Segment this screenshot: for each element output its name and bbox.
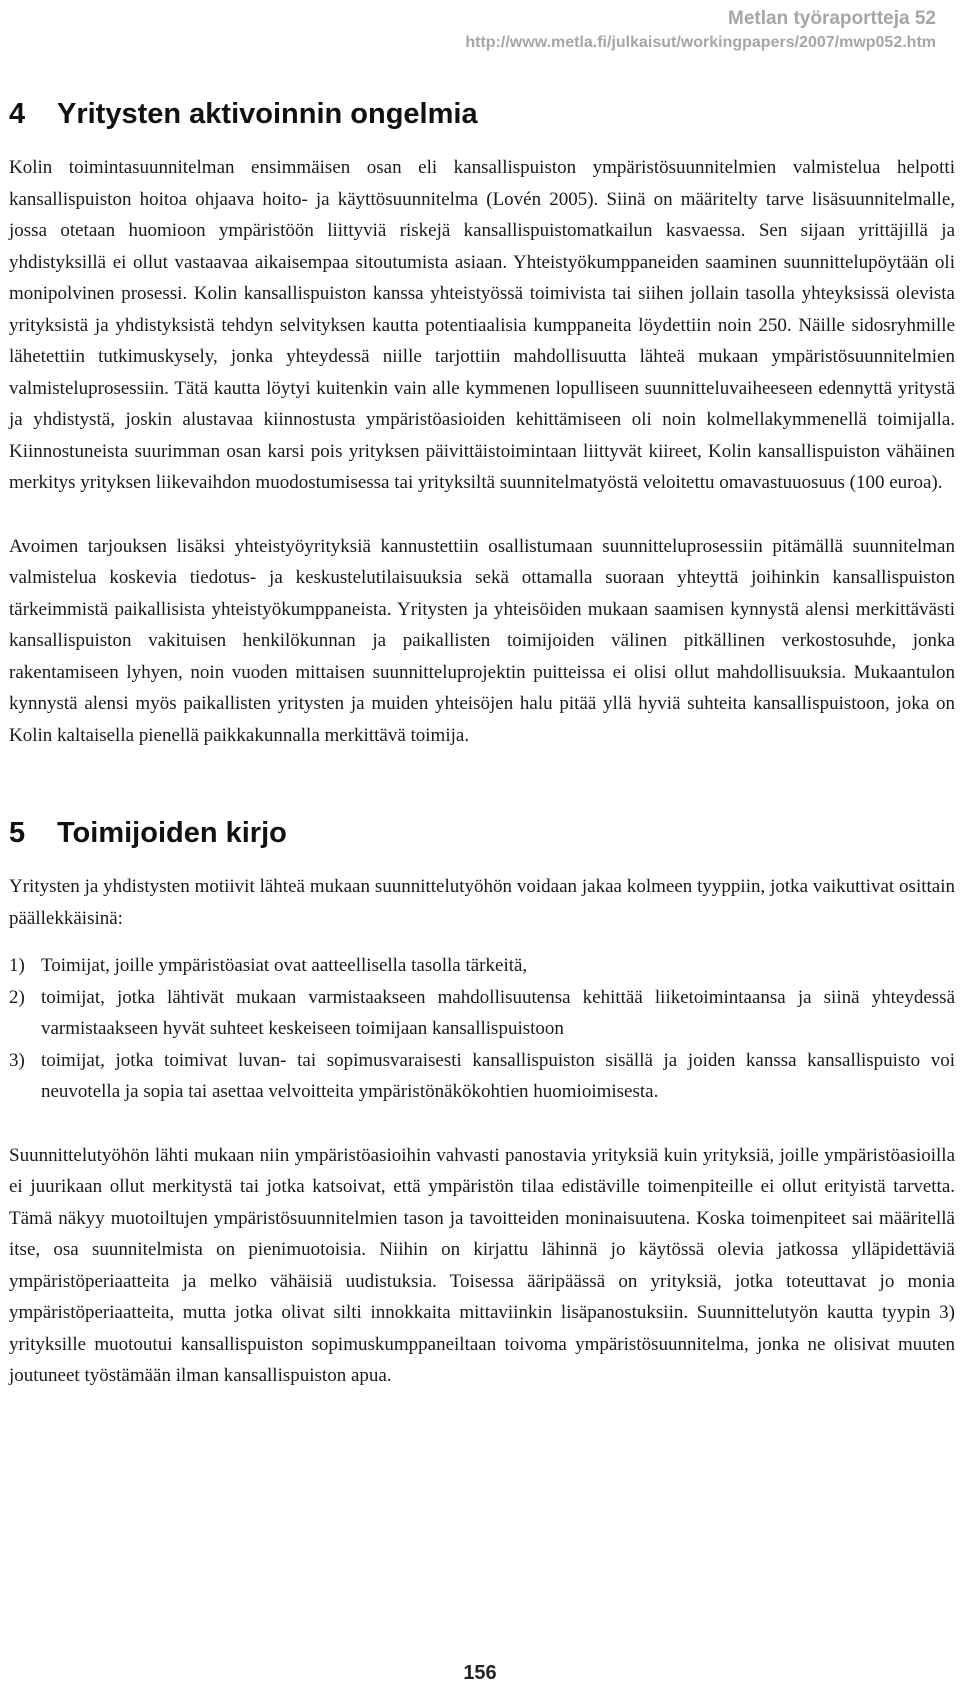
body-paragraph: Avoimen tarjouksen lisäksi yhteistyöyrityksiä kannustettiin osallistumaan suunnitteluprosessiin pitämällä suunnitelman valmistelua koskevia tiedotus- ja keskustelutilaisuuksia sekä ottamalla suoraan yhteyttä joihinkin kansallispuiston tärkeimmistä paikallisista yhteistyökumppaneista. Yritysten ja yhteisöiden mukaan saamisen kynnystä alensi merkittävästi kansallispuiston vakituisen henkilökunnan ja paikallisten toimijoiden välinen pitkällinen verkostosuhde, jonka rakentamiseen lyhyen, noin vuoden mittaisen suunnitteluprojektin puitteissa ei olisi ollut mahdollisuuksia. Mukaantulon kynnystä alensi myös paikallisten yritysten ja muiden yhteisöjen halu pitää yllä hyviä suhteita kansallispuistoon, joka on Kolin kaltaisella pienellä paikkakunnalla merkittävä toimija. — [9, 535, 955, 746]
intro-paragraph: Yritysten ja yhdistysten motiivit lähteä mukaan suunnittelutyöhön voidaan jakaa kolmeen tyyppiin, jotka vaikuttivat osittain päällekkäisinä: — [9, 876, 955, 929]
list-item — [9, 982, 955, 1045]
list-marker: 2) — [9, 986, 25, 1008]
section-5-heading — [9, 815, 955, 851]
section-4-heading — [9, 96, 955, 132]
list-item-text: toimijat, jotka toimivat luvan- tai sopimusvaraisesti kansallispuiston sisällä ja joiden kanssa kansallispuisto voi neuvotella ja sopia tai asettaa velvoitteita ympäristönäkökohtien huomioimisesta. — [41, 1049, 955, 1102]
series-title: Metlan työraportteja 52 — [728, 8, 936, 29]
body-paragraph: Kolin toimintasuunnitelman ensimmäisen osan eli kansallispuiston ympäristösuunnitelmien valmistelua helpotti kansallispuiston hoitoa ohjaava hoito- ja käyttösuunnitelma (Lovén 2005). Siinä on määritelty tarve lisäsuunnitelmalle, jossa otetaan huomioon ympäristöön liittyviä riskejä kansallispuistomatkailun kasvaessa. Sen sijaan yrittäjillä ja yhdistyksillä ei ollut vastaavaa aikaisempaa sitoutumista asiaan. Yhteistyökumppaneiden saaminen suunnittelupöytään oli monipolvinen prosessi. Kolin kansallispuiston kanssa yhteistyössä toimivista tai siihen jollain tasolla yhteyksissä olevista yrityksistä ja yhdistyksistä tehdyn selvityksen kautta potentiaalisia kumppaneita löydettiin noin 250. Näille sidosryhmille lähetettiin tutkimuskysely, jonka yhteydessä niille tarjottiin mahdollisuutta lähteä mukaan ympäristösuunnitelmien valmisteluprosessiin. Tätä kautta löytyi kuitenkin vain alle kymmenen lopulliseen suunnitteluvaiheeseen edennyttä yritystä ja yhdistystä, joskin alustavaa kiinnostusta ympäristöasioiden kehittämiseen oli noin kolmellakymmenellä toimijalla. Kiinnostuneista suurimman osan karsi pois yrityksen päivittäistoimintaan liittyvät kiireet, Kolin kansallispuiston vähäinen merkitys yrityksen liikevaihdon muodostumisessa tai yrityksiltä suunnitelmatyöstä veloitettu omavastuuosuus (100 euroa). — [9, 157, 955, 493]
list-item — [9, 1045, 955, 1108]
section-title: Toimijoiden kirjo — [57, 817, 287, 849]
page-number: 156 — [463, 1662, 497, 1684]
section-number: 5 — [9, 817, 26, 849]
section-title: Yritysten aktivoinnin ongelmia — [57, 98, 478, 130]
running-header — [465, 6, 936, 54]
list-marker: 3) — [9, 1049, 25, 1071]
section-number: 4 — [9, 98, 26, 130]
body-paragraph: Suunnittelutyöhön lähti mukaan niin ympäristöasioihin vahvasti panostavia yrityksiä kuin yrityksiä, joille ympäristöasioilla ei juurikaan ollut merkitystä tai jotka katsoivat, että ympäristön tilaa edistäville toimenpiteille ei ollut erityistä tarvetta. Tämä näkyy muotoiltujen ympäristösuunnitelmien tason ja tavoitteiden moninaisuutena. Koska toimenpiteet sai määritellä itse, osa suunnitelmista on pienimuotoisia. Niihin on kirjattu lähinnä jo käytössä olevia jatkossa ylläpidettäviä ympäristöperiaatteita ja melko vähäisiä uudistuksia. Toisessa ääripäässä on yrityksiä, jotka toteuttavat jo monia ympäristöperiaatteita, mutta jotka olivat silti innokkaita mittaviinkin lisäpanostuksiin. Suunnittelutyön kautta tyypin 3) yrityksille muotoutui kansallispuiston sopimuskumppaneiltaan toivoma ympäristösuunnitelma, jonka ne olisivat muuten joutuneet työstämään ilman kansallispuiston apua. — [9, 1144, 955, 1386]
list-item-text: toimijat, jotka lähtivät mukaan varmistaakseen mahdollisuutensa kehittää liiketoimintaansa ja siinä yhteydessä varmistaakseen hyvät suhteet keskeiseen toimijaan kansallispuistoon — [41, 986, 955, 1039]
page-body — [9, 96, 955, 1392]
list-item — [9, 950, 955, 982]
motive-type-list — [9, 950, 955, 1108]
header-url[interactable]: http://www.metla.fi/julkaisut/workingpapers/2007/mwp052.htm — [465, 34, 936, 51]
list-item-text: Toimijat, joille ympäristöasiat ovat aatteellisella tasolla tärkeitä, — [41, 955, 528, 976]
list-marker: 1) — [9, 955, 25, 976]
